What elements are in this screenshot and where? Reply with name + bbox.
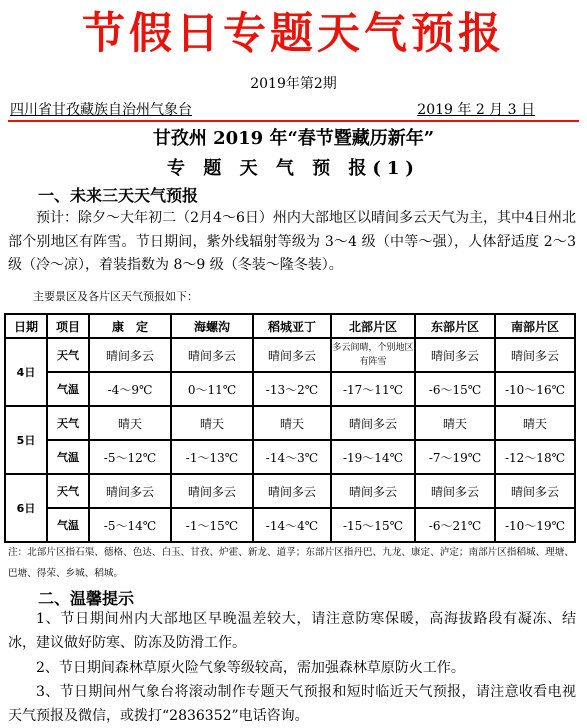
publish-date: 2019 年 2 月 3 日 [417, 102, 535, 118]
header-north-region: 北部片区 [331, 314, 415, 338]
day-cell: 6日 [5, 474, 47, 542]
header-hailuogou: 海螺沟 [171, 314, 253, 338]
weather-cell: 晴间多云 [171, 474, 253, 508]
item-temperature: 气温 [47, 372, 89, 406]
header-kangding: 康 定 [89, 314, 171, 338]
temp-cell: -10～16℃ [495, 372, 575, 406]
table-row-day2-temp [5, 440, 575, 474]
temp-cell: -17～11℃ [331, 372, 415, 406]
temp-cell: -19～14℃ [331, 440, 415, 474]
table-row-day3-weather [5, 474, 575, 508]
table-row-day2-weather [5, 406, 575, 440]
issue-number: 2019年第2期 [250, 76, 337, 92]
temp-cell: -5～12℃ [89, 440, 171, 474]
weather-cell: 晴天 [415, 406, 495, 440]
masthead-title: 节假日专题天气预报 [82, 9, 505, 59]
weather-cell: 晴间多云 [415, 474, 495, 508]
weather-cell: 晴间多云 [495, 474, 575, 508]
header-south-region: 南部片区 [495, 314, 575, 338]
weather-cell: 晴间多云 [89, 338, 171, 372]
table-row-day1-temp [5, 372, 575, 406]
weather-cell: 晴天 [89, 406, 171, 440]
table-note: 注：北部片区指石渠、德格、色达、白玉、甘孜、炉霍、新龙、道孚；东部片区指丹巴、九龙、康定、泸定；南部片区指稻城、理塘、巴塘、得荣、乡城、稻城。 [8, 547, 575, 579]
weather-cell: 晴间多云 [171, 338, 253, 372]
temp-cell: -7～19℃ [415, 440, 495, 474]
forecast-table [4, 313, 576, 543]
weather-cell: 晴天 [253, 406, 331, 440]
temp-cell: -6～15℃ [415, 372, 495, 406]
forecast-paragraph: 预计：除夕～大年初二（2月4～6日）州内大部地区以晴间多云天气为主，其中4日州北部个别地区有阵雪。节日期间，紫外线辐射等级为 3～4 级（中等～强），人体舒适度 2～3 级（冷～凉），着装指数为 8～9 级（冬装～隆冬装）。 [8, 210, 576, 273]
temp-cell: -1～15℃ [171, 508, 253, 542]
header-daocheng-yading: 稻城亚丁 [253, 314, 331, 338]
weather-cell: 晴天 [495, 406, 575, 440]
weather-cell: 多云间晴，个别地区有阵雪 [331, 338, 415, 372]
item-weather: 天气 [47, 474, 89, 508]
header-east-region: 东部片区 [415, 314, 495, 338]
weather-cell: 晴间多云 [331, 474, 415, 508]
day-cell: 5日 [5, 406, 47, 474]
table-row-day1-weather [5, 338, 575, 372]
item-temperature: 气温 [47, 508, 89, 542]
temp-cell: -14～3℃ [253, 440, 331, 474]
weather-cell: 晴天 [171, 406, 253, 440]
tip-item: 2、节日期间森林草原火险气象等级较高，需加强森林草原防火工作。 [36, 660, 465, 676]
day-cell: 4日 [5, 338, 47, 406]
table-header-row [5, 314, 575, 338]
table-row-day3-temp [5, 508, 575, 542]
temp-cell: 0～11℃ [171, 372, 253, 406]
item-temperature: 气温 [47, 440, 89, 474]
temp-cell: -1～13℃ [171, 440, 253, 474]
tip-item: 1、节日期间州内大部地区早晚温差较大，请注意防寒保暖，高海拔路段有凝冻、结冰，建议做好防寒、防冻及防滑工作。 [8, 611, 576, 651]
header-date: 日期 [5, 314, 47, 338]
weather-cell: 晴间多云 [253, 338, 331, 372]
header-item: 项目 [47, 314, 89, 338]
tip-item: 3、节日期间州气象台将滚动制作专题天气预报和短时临近天气预报，请注意收看电视天气预报及微信，或拨打“2836352”电话咨询。 [8, 684, 576, 724]
publisher-row [10, 99, 577, 119]
temp-cell: -10～19℃ [495, 508, 575, 542]
temp-cell: -4～9℃ [89, 372, 171, 406]
weather-cell: 晴间多云 [415, 338, 495, 372]
temp-cell: -6～21℃ [415, 508, 495, 542]
item-weather: 天气 [47, 406, 89, 440]
item-weather: 天气 [47, 338, 89, 372]
temp-cell: -12～18℃ [495, 440, 575, 474]
forecast-title: 甘孜州 2019 年“春节暨藏历新年” [152, 128, 435, 149]
forecast-subtitle: 专 题 天 气 预 报(1) [167, 158, 420, 179]
table-intro: 主要景区及各片区天气预报如下： [33, 290, 198, 303]
section-heading-forecast: 一、未来三天天气预报 [38, 186, 199, 205]
weather-cell: 晴间多云 [89, 474, 171, 508]
weather-cell: 晴间多云 [331, 406, 415, 440]
temp-cell: -15～15℃ [331, 508, 415, 542]
publisher-name: 四川省甘孜藏族自治州气象台 [10, 102, 192, 118]
section-heading-tips: 二、温馨提示 [38, 589, 135, 608]
weather-cell: 晴间多云 [495, 338, 575, 372]
header-divider [8, 120, 579, 122]
weather-cell: 晴间多云 [253, 474, 331, 508]
temp-cell: -13～2℃ [253, 372, 331, 406]
temp-cell: -14～4℃ [253, 508, 331, 542]
temp-cell: -5～14℃ [89, 508, 171, 542]
